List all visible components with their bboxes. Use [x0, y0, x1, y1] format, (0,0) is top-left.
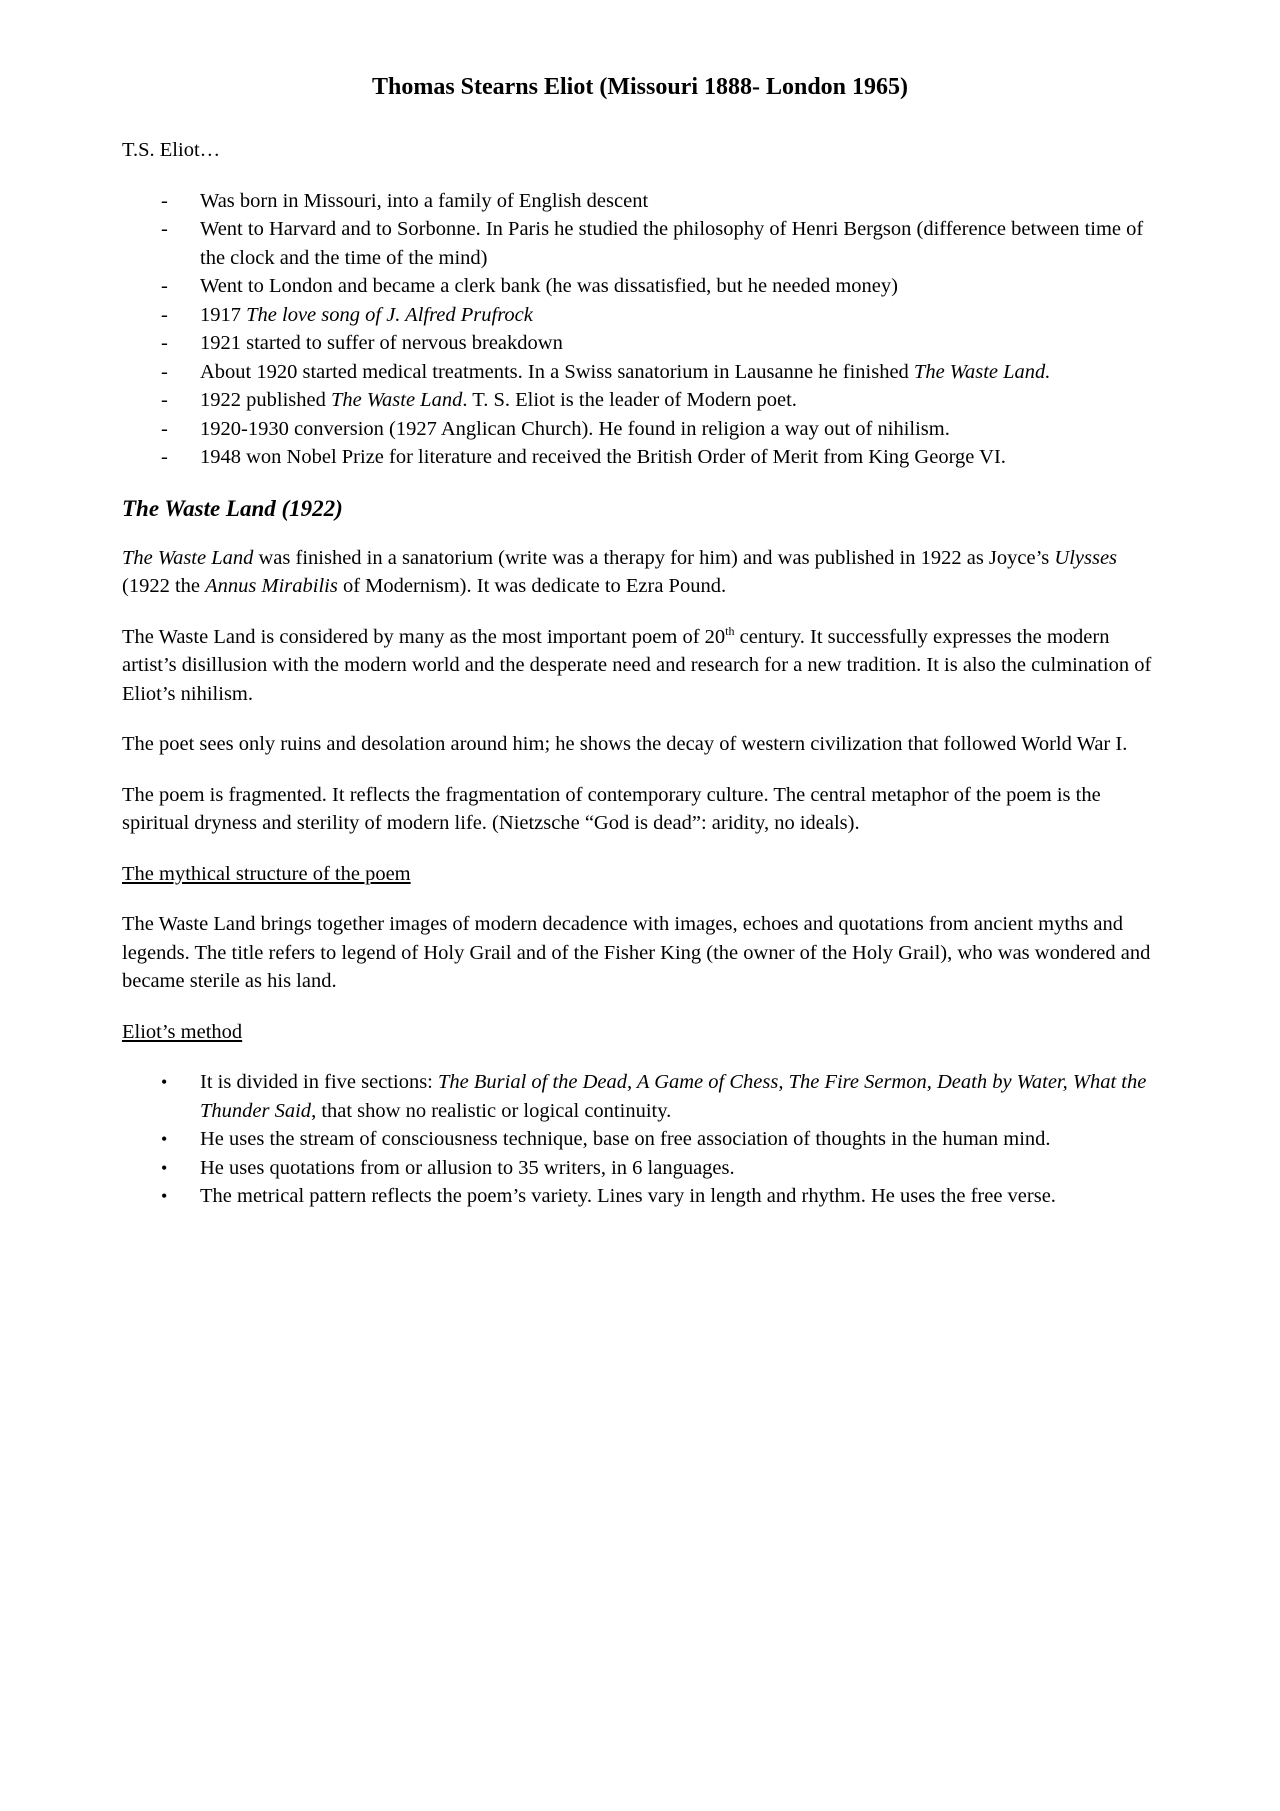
subheading-mythical-structure: The mythical structure of the poem — [122, 862, 411, 885]
paragraph-publication: The Waste Land was finished in a sanatorium (write was a therapy for him) and was published in 1922 as Joyce’s Ulysses (1922 the Annus Mirabilis of Modernism). It was dedicate to Ezra Pound. — [122, 546, 1118, 597]
method-list — [122, 1068, 1158, 1211]
paragraph-importance: The Waste Land is considered by many as the most important poem of 20th century. It successfully expresses the modern artist’s disillusion with the modern world and the desperate need and research for a new tradition. It is also the culmination of Eliot’s nihilism. — [122, 623, 1152, 705]
work-title: The love song of J. Alfred Prufrock — [246, 303, 533, 326]
bullet-dot: • — [161, 1157, 168, 1178]
work-title: The Waste Land. — [913, 360, 1051, 383]
list-item: - 1921 started to suffer of nervous breakdown — [122, 329, 1158, 358]
paragraph-ruins: The poet sees only ruins and desolation around him; he shows the decay of western civilization that followed World War I. — [122, 733, 1128, 755]
list-item: - Went to Harvard and to Sorbonne. In Paris he studied the philosophy of Henri Bergson (difference between time of the clock and the time of the mind) — [122, 215, 1158, 272]
list-item: • He uses quotations from or allusion to 35 writers, in 6 languages. — [122, 1154, 1158, 1183]
work-title: The Waste Land — [330, 389, 463, 411]
list-item: - Was born in Missouri, into a family of English descent — [122, 187, 1158, 216]
section-heading-waste-land: The Waste Land (1922) — [122, 495, 343, 521]
list-item: - About 1920 started medical treatments. In a Swiss sanatorium in Lausanne he finished The Waste Land. — [122, 358, 1158, 387]
dash-bullet: - — [161, 332, 168, 354]
list-item: - 1920-1930 conversion (1927 Anglican Church). He found in religion a way out of nihilism. — [122, 415, 1158, 444]
dash-bullet: - — [161, 275, 168, 297]
subheading-eliots-method: Eliot’s method — [122, 1020, 243, 1043]
dash-bullet: - — [161, 218, 168, 240]
page-title: Thomas Stearns Eliot (Missouri 1888- London 1965) — [371, 74, 909, 100]
list-item: - 1917 The love song of J. Alfred Prufrock — [122, 301, 1158, 330]
paragraph-fragmented: The poem is fragmented. It reflects the fragmentation of contemporary culture. The central metaphor of the poem is the spiritual dryness and sterility of modern life. (Nietzsche “God is dead”: aridity, no ideals). — [122, 783, 1101, 834]
dash-bullet: - — [161, 360, 168, 383]
bullet-dot: • — [161, 1072, 168, 1092]
list-item: • The metrical pattern reflects the poem’s variety. Lines vary in length and rhythm. He uses the free verse. — [122, 1182, 1158, 1211]
dash-bullet: - — [161, 189, 168, 212]
list-item: - 1922 published The Waste Land. T. S. Eliot is the leader of Modern poet. — [122, 386, 1158, 415]
dash-bullet: - — [161, 389, 168, 411]
list-item: • He uses the stream of consciousness technique, base on free association of thoughts in the human mind. — [122, 1125, 1158, 1154]
dash-bullet: - — [161, 417, 168, 440]
bullet-dot: • — [161, 1129, 168, 1149]
biography-list — [122, 187, 1158, 472]
list-item: - 1948 won Nobel Prize for literature and received the British Order of Merit from King George VI. — [122, 443, 1158, 472]
intro-line: T.S. Eliot… — [122, 139, 221, 161]
section-titles: The Burial of the Dead, A Game of Chess, The Fire Sermon, Death by Water, What the Thunder Said — [200, 1071, 1147, 1122]
dash-bullet: - — [161, 446, 168, 468]
list-item: - Went to London and became a clerk bank (he was dissatisfied, but he needed money) — [122, 272, 1158, 301]
dash-bullet: - — [161, 303, 168, 326]
paragraph-myths: The Waste Land brings together images of modern decadence with images, echoes and quotations from ancient myths and legends. The title refers to legend of Holy Grail and of the Fisher King (the owner of the Holy Grail), who was wondered and became sterile as his land. — [122, 913, 1151, 992]
bullet-dot: • — [161, 1186, 168, 1206]
list-item: • It is divided in five sections: The Burial of the Dead, A Game of Chess, The Fire Sermon, Death by Water, What the Thunder Said, that show no realistic or logical continuity. — [122, 1068, 1158, 1125]
